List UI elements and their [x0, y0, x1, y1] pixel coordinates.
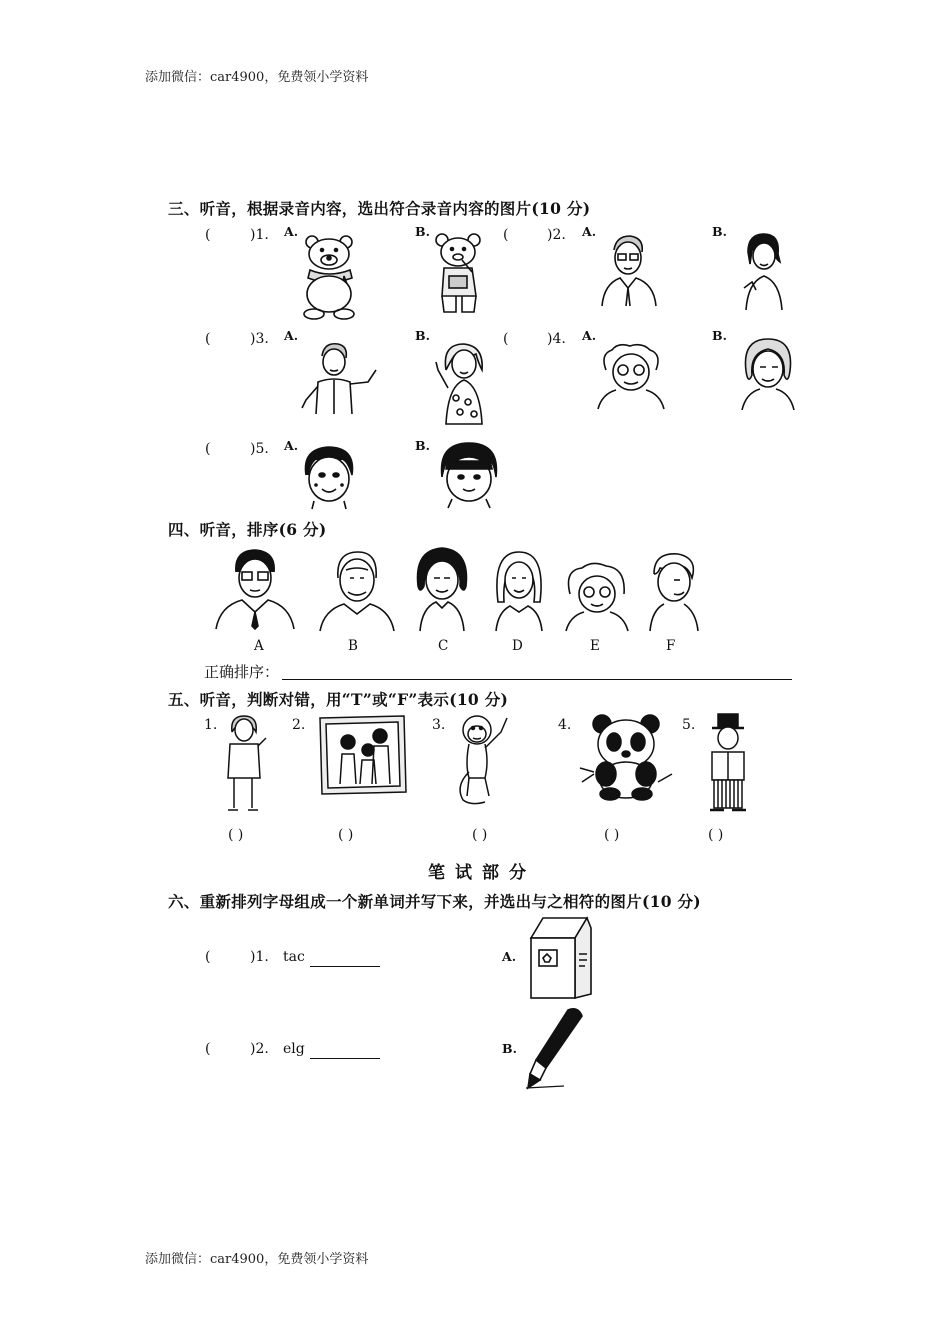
- answer-paren-open: (: [205, 949, 211, 965]
- word-answer-line[interactable]: [310, 1058, 380, 1059]
- tf-answer-paren[interactable]: ( ): [472, 827, 488, 843]
- answer-paren-open: (: [205, 441, 211, 457]
- scrambled-word: elg: [283, 1041, 305, 1057]
- option-b-label: B.: [415, 438, 430, 453]
- item-number: )4.: [547, 331, 566, 347]
- tf-answer-paren[interactable]: ( ): [338, 827, 354, 843]
- word-answer-line[interactable]: [310, 966, 380, 967]
- tf-item-number: 5.: [682, 717, 696, 733]
- pen-image: [524, 1006, 586, 1090]
- item-number: )5.: [250, 441, 269, 457]
- option-a-label: A.: [284, 438, 299, 453]
- man-with-glasses-image: [598, 232, 658, 307]
- family-photo-image: [318, 714, 408, 796]
- option-a-label: A.: [582, 224, 597, 239]
- answer-paren-open: (: [503, 331, 509, 347]
- item-number: )3.: [250, 331, 269, 347]
- panda-image: [578, 712, 674, 802]
- woman-long-hair-image: [492, 548, 546, 632]
- grandpa-with-glasses-image: [596, 342, 666, 410]
- option-a-label: A.: [284, 224, 299, 239]
- girl-pointing-image: [432, 340, 490, 425]
- woman-image: [738, 232, 788, 312]
- option-b-label: B.: [712, 224, 727, 239]
- doctor-woman-image: [222, 714, 268, 814]
- order-label-e: E: [590, 638, 600, 654]
- order-label-a: A: [254, 638, 264, 654]
- option-b-label: B.: [712, 328, 727, 343]
- tf-answer-paren[interactable]: ( ): [708, 827, 724, 843]
- option-b-label: B.: [415, 328, 430, 343]
- boy-face-curly-hair-image: [300, 445, 358, 510]
- boy-pointing-image: [298, 340, 382, 415]
- woman-curly-hair-image: [414, 546, 470, 632]
- monkey-image: [455, 712, 515, 808]
- section-3-title: 三、听音，根据录音内容，选出符合录音内容的图片(10 分): [168, 199, 591, 218]
- item-number: )1.: [250, 227, 269, 243]
- answer-paren-open: (: [503, 227, 509, 243]
- item-number: )2.: [547, 227, 566, 243]
- bear-with-scarf-image: [298, 232, 363, 320]
- correct-order-answer-line[interactable]: [282, 679, 792, 680]
- answer-paren-open: (: [205, 227, 211, 243]
- tf-item-number: 4.: [558, 717, 572, 733]
- tf-answer-paren[interactable]: ( ): [604, 827, 620, 843]
- tf-item-number: 1.: [204, 717, 218, 733]
- item-number: )2.: [250, 1041, 269, 1057]
- boy-side-view-image: [640, 550, 702, 632]
- grandpa-image: [318, 548, 396, 632]
- section-4-title: 四、听音，排序(6 分): [168, 520, 327, 539]
- item-number: )1.: [250, 949, 269, 965]
- section-5-title: 五、听音，判断对错，用“T”或“F”表示(10 分): [168, 690, 509, 709]
- option-b-label: B.: [502, 1041, 517, 1056]
- correct-order-label: 正确排序：: [204, 663, 280, 681]
- man-glasses-tie-image: [214, 548, 296, 630]
- answer-paren-open: (: [205, 331, 211, 347]
- boy-face-straight-hair-image: [436, 441, 502, 509]
- order-label-b: B: [348, 638, 358, 654]
- answer-paren-open: (: [205, 1041, 211, 1057]
- tf-answer-paren[interactable]: ( ): [228, 827, 244, 843]
- section-6-title: 六、重新排列字母组成一个新单词并写下来，并选出与之相符的图片(10 分): [168, 892, 701, 911]
- option-b-label: B.: [415, 224, 430, 239]
- footer-note: 添加微信：car4900，免费领小学资料: [145, 1252, 369, 1267]
- milk-carton-image: [525, 914, 595, 1000]
- header-note: 添加微信：car4900，免费领小学资料: [145, 70, 369, 85]
- option-a-label: A.: [284, 328, 299, 343]
- written-part-title: 笔试部分: [428, 863, 536, 883]
- tf-item-number: 3.: [432, 717, 446, 733]
- grandma-image: [738, 335, 798, 411]
- order-label-f: F: [666, 638, 676, 654]
- option-a-label: A.: [582, 328, 597, 343]
- tf-item-number: 2.: [292, 717, 306, 733]
- bear-in-overalls-image: [432, 232, 486, 320]
- scrambled-word: tac: [283, 949, 305, 965]
- option-a-label: A.: [502, 949, 517, 964]
- grandma-with-glasses-image: [562, 562, 632, 632]
- magician-image: [704, 712, 752, 816]
- order-label-c: C: [438, 638, 449, 654]
- order-label-d: D: [512, 638, 523, 654]
